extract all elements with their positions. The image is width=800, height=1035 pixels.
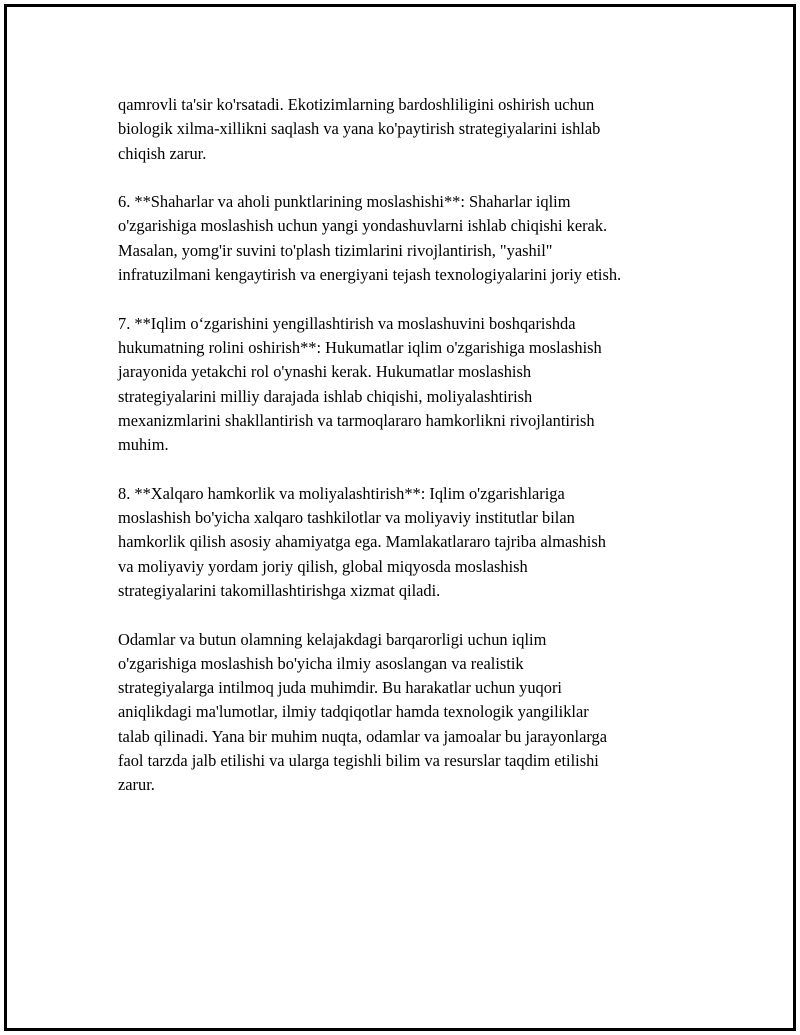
paragraph-item-8: 8. **Xalqaro hamkorlik va moliyalashtirish**: Iqlim o'zgarishlariga moslashish bo'yicha xalqaro tashkilotlar va moliyaviy institutlar bilan hamkorlik qilish asosiy ahamiyatga ega. Mamlakatlararo tajriba almashish va moliyaviy yordam joriy qilish, global miqyosda moslashish strategiyalarini takomillashtirishga xizmat qiladi.: [118, 483, 606, 600]
document-body: [118, 93, 698, 822]
paragraph-continuation: qamrovli ta'sir ko'rsatadi. Ekotizimlarning bardoshliligini oshirish uchun biologik xilma-xillikni saqlash va yana ko'paytirish strategiyalarini ishlab chiqish zarur.: [118, 95, 601, 163]
paragraph-conclusion: Odamlar va butun olamning kelajakdagi barqarorligi uchun iqlim o'zgarishiga moslashish bo'yicha ilmiy asoslangan va realistik strategiyalarga intilmoq juda muhimdir. Bu harakatlar uchun yuqori aniqlikdagi ma'lumotlar, ilmiy tadqiqotlar hamda texnologik yangiliklar talab qilinadi. Yana bir muhim nuqta, odamlar va jamoalar bu jarayonlarga faol tarzda jalb etilishi va ularga tegishli bilim va resurslar taqdim etilishi zarur.: [118, 629, 608, 795]
paragraph-item-6: 6. **Shaharlar va aholi punktlarining moslashishi**: Shaharlar iqlim o'zgarishiga moslashish uchun yangi yondashuvlarni ishlab chiqishi kerak. Masalan, yomg'ir suvini to'plash tizimlarini rivojlantirish, "yashil" infratuzilmani kengaytirish va energiyani tejash texnologiyalarini joriy etish.: [118, 192, 622, 285]
paragraph-item-7: 7. **Iqlim o‘zgarishini yengillashtirish va moslashuvini boshqarishda hukumatning rolini oshirish**: Hukumatlar iqlim o'zgarishiga moslashish jarayonida yetakchi rol o'ynashi kerak. Hukumatlar moslashish strategiyalarini milliy darajada ishlab chiqishi, moliyalashtirish mexanizmlarini shakllantirish va tarmoqlararo hamkorlikni rivojlantirish muhim.: [118, 313, 602, 455]
